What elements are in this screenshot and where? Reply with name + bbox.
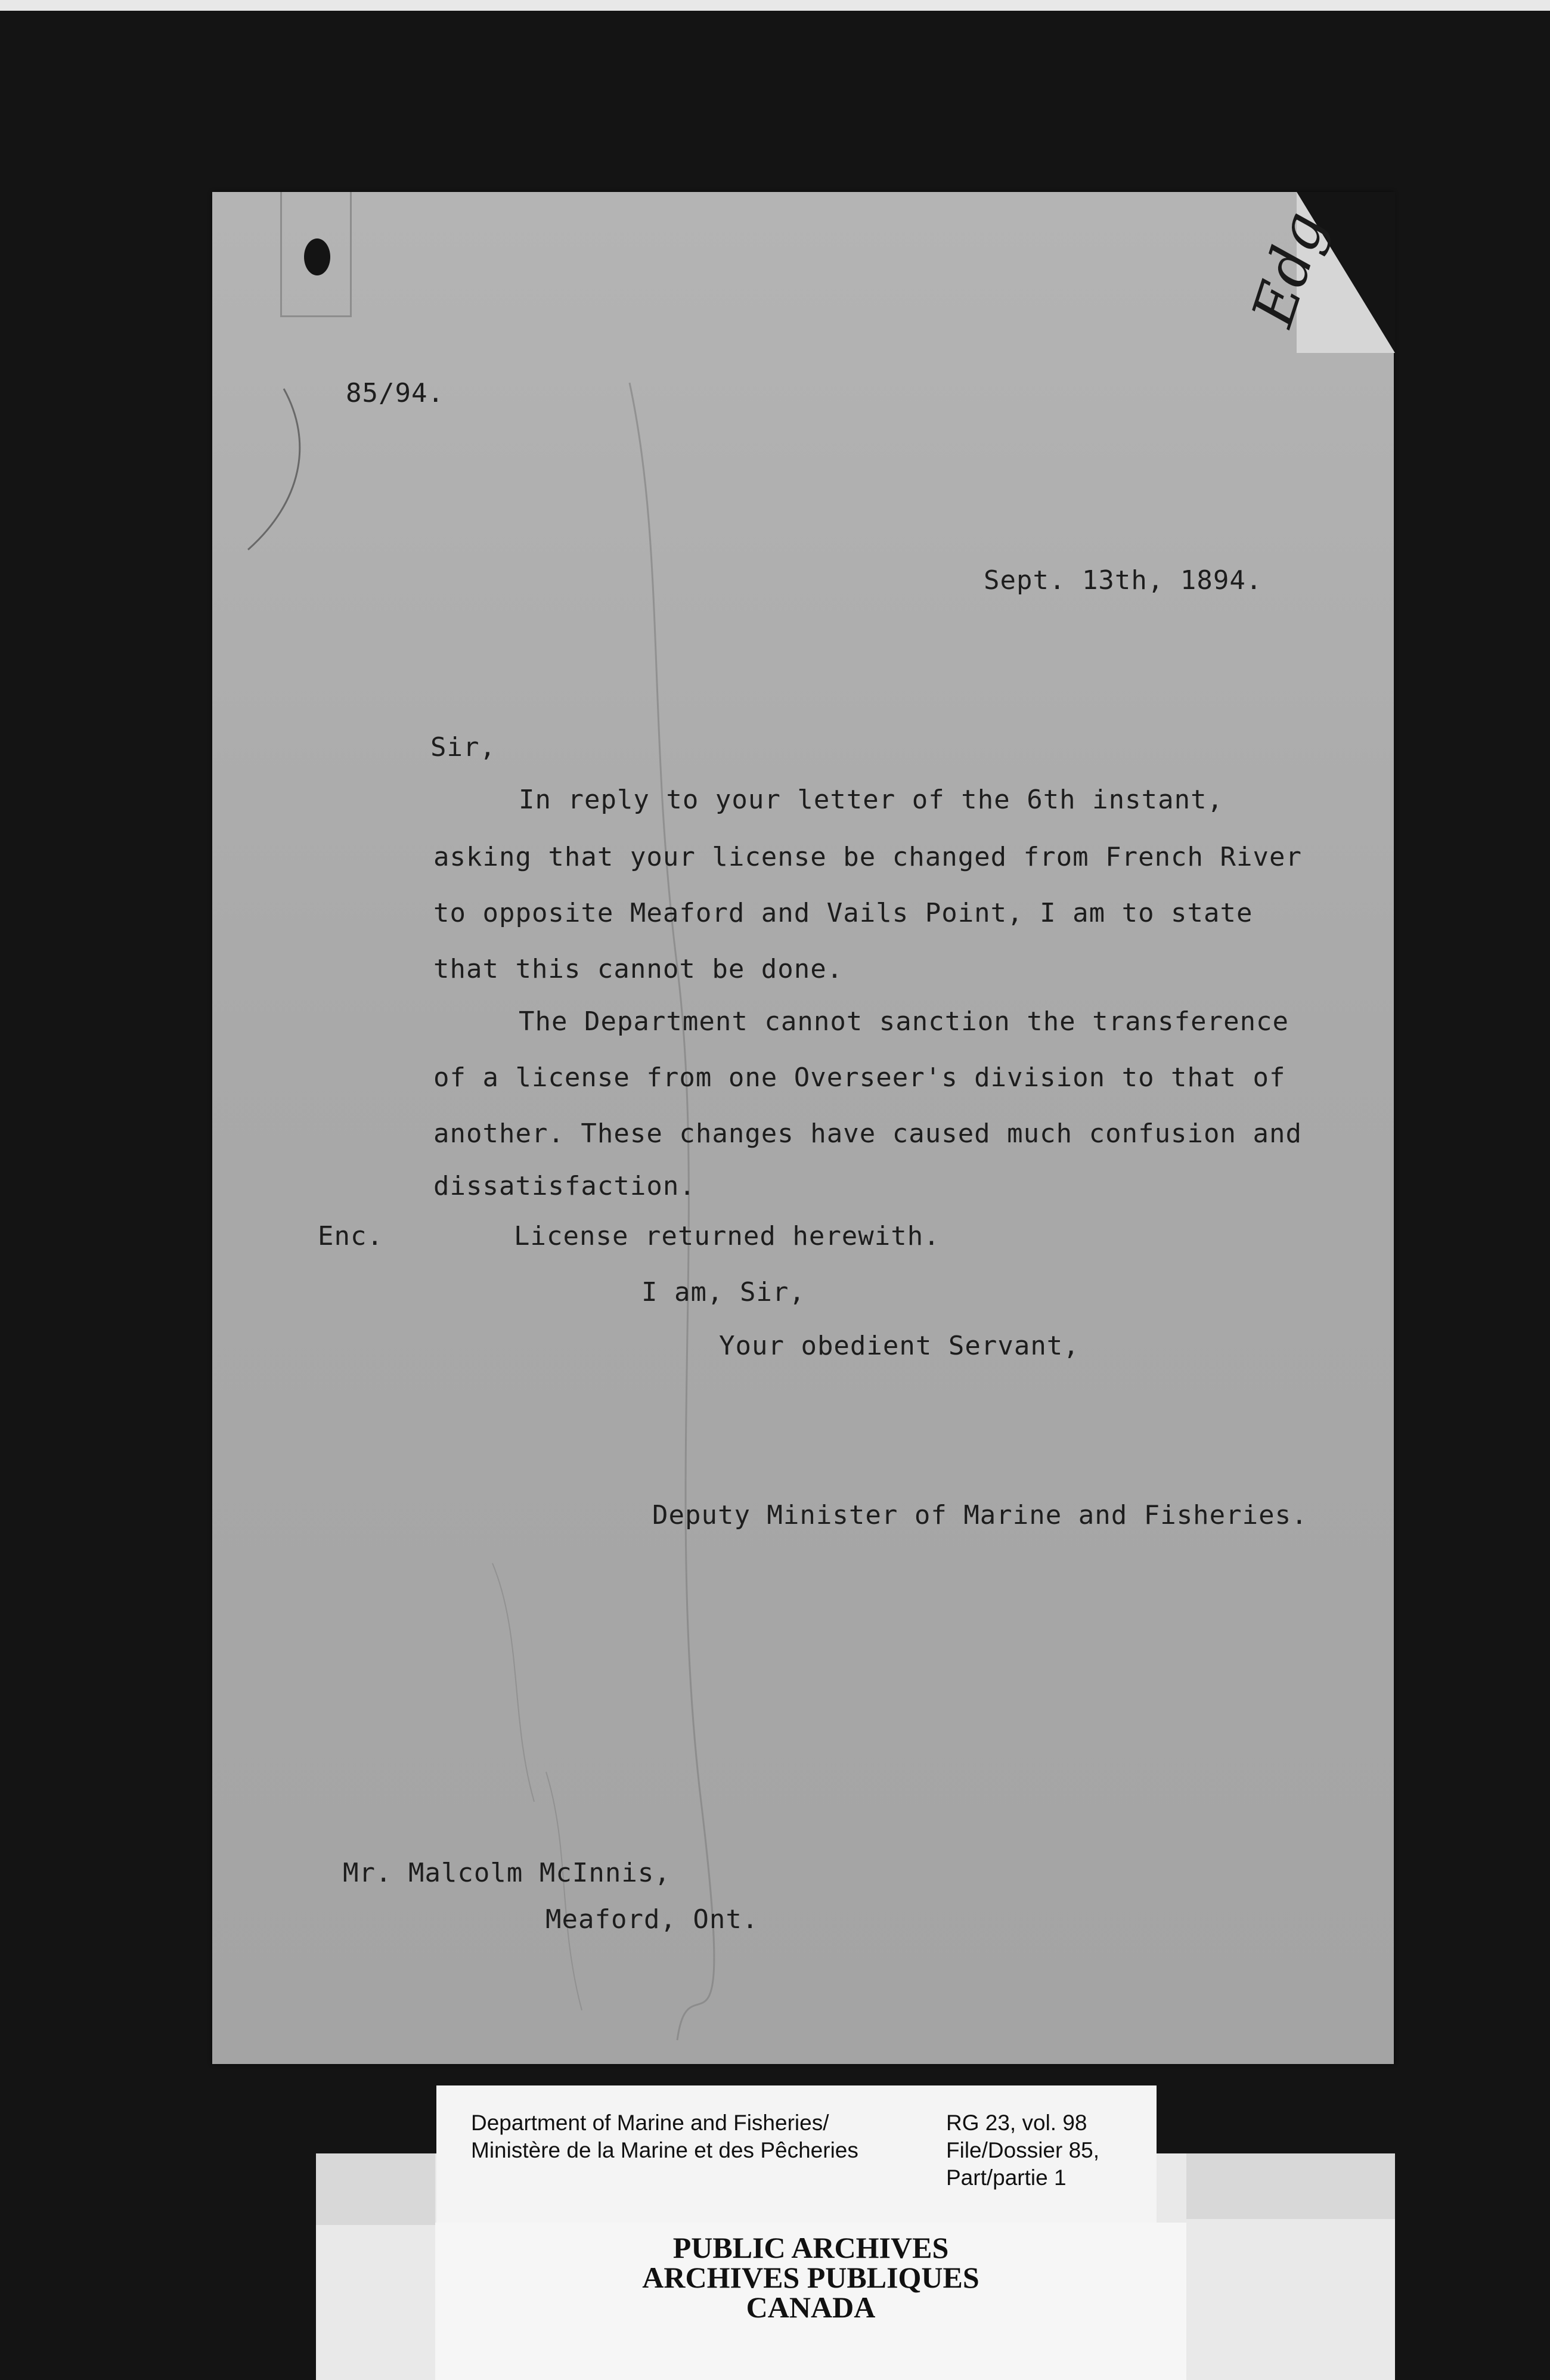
- archive-label-reference: [946, 2109, 1099, 2192]
- closing-line2: Your obedient Servant,: [719, 1331, 1080, 1361]
- punch-hole: [304, 238, 330, 275]
- closing-line1: I am, Sir,: [641, 1277, 805, 1307]
- archive-label-department: [471, 2109, 858, 2164]
- enclosure-line: License returned herewith.: [514, 1221, 940, 1251]
- archive-tab-notch-left: [316, 2153, 435, 2225]
- file-number: 85/94.: [346, 378, 444, 408]
- enclosure-marker: Enc.: [318, 1221, 383, 1251]
- paragraph2-line1: The Department cannot sanction the transference: [519, 1006, 1289, 1037]
- salutation: Sir,: [430, 732, 496, 763]
- paragraph1-line2: asking that your license be changed from French River: [433, 842, 1302, 872]
- signature-title: Deputy Minister of Marine and Fisheries.: [652, 1500, 1308, 1530]
- reference-line2: File/Dossier 85,: [946, 2138, 1100, 2162]
- paragraph2-line3: another. These changes have caused much confusion and: [433, 1118, 1302, 1149]
- department-fr: Ministère de la Marine et des Pêcheries: [471, 2138, 858, 2162]
- stamp-line1: PUBLIC ARCHIVES: [672, 2231, 949, 2264]
- paragraph1-line1: In reply to your letter of the 6th instant,: [519, 785, 1224, 815]
- paragraph2-line4: dissatisfaction.: [433, 1171, 696, 1201]
- reference-line1: RG 23, vol. 98: [946, 2111, 1087, 2135]
- paragraph1-line4: that this cannot be done.: [433, 954, 844, 984]
- archive-stamp: [435, 2233, 1186, 2322]
- handwritten-mark: Edg: [1239, 203, 1338, 334]
- paragraph1-line3: to opposite Meaford and Vails Point, I am to state: [433, 898, 1253, 928]
- reference-line3: Part/partie 1: [946, 2165, 1067, 2190]
- stamp-line3: CANADA: [746, 2291, 876, 2324]
- department-en: Department of Marine and Fisheries/: [471, 2111, 829, 2135]
- recipient-name: Mr. Malcolm McInnis,: [343, 1858, 671, 1888]
- archive-label: [436, 2085, 1157, 2224]
- recipient-place: Meaford, Ont.: [545, 1904, 759, 1935]
- paragraph2-line2: of a license from one Overseer's division to that of: [433, 1062, 1286, 1093]
- archive-tab-notch-right: [1186, 2153, 1395, 2219]
- letter-date: Sept. 13th, 1894.: [984, 565, 1263, 596]
- stamp-line2: ARCHIVES PUBLIQUES: [642, 2261, 979, 2294]
- film-border: [0, 0, 1550, 11]
